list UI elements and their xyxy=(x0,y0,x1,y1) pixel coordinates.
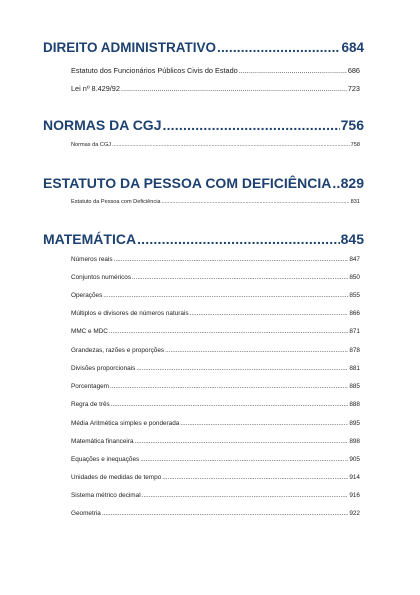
dot-leader xyxy=(162,474,348,481)
section-page-number: 845 xyxy=(340,231,364,247)
entry-title: Matemática financeira xyxy=(71,438,134,445)
toc-entry[interactable] xyxy=(71,199,360,205)
toc-section-heading[interactable] xyxy=(43,40,364,55)
entry-page-number: 866 xyxy=(349,310,360,317)
entry-title: Geometria xyxy=(71,510,101,517)
entry-page-number: 888 xyxy=(349,401,360,408)
dot-leader xyxy=(142,492,349,499)
entry-title: Equações e inequações xyxy=(71,456,140,463)
toc-entry[interactable] xyxy=(71,438,360,445)
toc-entry[interactable] xyxy=(71,310,360,317)
entry-page-number: 922 xyxy=(349,510,360,517)
dot-leader xyxy=(162,199,350,205)
entry-page-number: 916 xyxy=(349,492,360,499)
entry-title: Números reais xyxy=(71,256,113,263)
entry-title: Regra de três xyxy=(71,401,110,408)
dot-leader xyxy=(163,117,340,133)
entry-page-number: 758 xyxy=(350,142,360,148)
dot-leader xyxy=(102,510,348,517)
toc-entry[interactable] xyxy=(71,142,360,148)
entry-page-number: 855 xyxy=(349,292,360,299)
toc-entry[interactable] xyxy=(71,256,360,263)
section-title: NORMAS DA CGJ xyxy=(43,117,162,133)
toc-entry[interactable] xyxy=(71,401,360,408)
toc-entry[interactable] xyxy=(71,492,360,499)
entry-title: Estatuto dos Funcionários Públicos Civis do Estado xyxy=(71,66,238,75)
toc-section-heading[interactable] xyxy=(43,231,364,247)
dot-leader xyxy=(332,175,339,191)
dot-leader xyxy=(103,292,348,299)
dot-leader xyxy=(239,66,347,75)
dot-leader xyxy=(112,142,350,148)
entry-title: Divisões proporcionais xyxy=(71,365,136,372)
section-page-number: 756 xyxy=(340,117,364,133)
entry-page-number: 881 xyxy=(349,365,360,372)
entry-page-number: 850 xyxy=(349,274,360,281)
entry-page-number: 878 xyxy=(349,347,360,354)
entry-title: Operações xyxy=(71,292,103,299)
toc-entry[interactable] xyxy=(71,328,360,335)
toc-entry[interactable] xyxy=(71,456,360,463)
entry-page-number: 723 xyxy=(347,84,360,93)
entry-page-number: 871 xyxy=(349,328,360,335)
entry-title: Unidades de medidas de tempo xyxy=(71,474,162,481)
section-page-number: 829 xyxy=(340,175,364,191)
section-title: DIREITO ADMINISTRATIVO xyxy=(43,40,217,55)
toc-section-heading[interactable] xyxy=(43,117,364,133)
dot-leader xyxy=(140,456,348,463)
dot-leader xyxy=(121,84,347,93)
dot-leader xyxy=(132,274,348,281)
entry-title: Sistema métrico decimal xyxy=(71,492,141,499)
dot-leader xyxy=(110,383,348,390)
entry-title: MMC e MDC xyxy=(71,328,108,335)
toc-entry[interactable] xyxy=(71,383,360,390)
entry-page-number: 914 xyxy=(349,474,360,481)
entry-title: Conjuntos numéricos xyxy=(71,274,132,281)
toc-entry[interactable] xyxy=(71,347,360,354)
dot-leader xyxy=(165,347,348,354)
entry-page-number: 686 xyxy=(347,66,360,75)
dot-leader xyxy=(137,231,340,247)
entry-page-number: 847 xyxy=(349,256,360,263)
entry-title: Porcentagem xyxy=(71,383,110,390)
section-title: ESTATUTO DA PESSOA COM DEFICIÊNCIA xyxy=(43,175,332,191)
toc-entry[interactable] xyxy=(71,510,360,517)
dot-leader xyxy=(111,401,349,408)
toc-entry[interactable] xyxy=(71,84,360,93)
toc-entry[interactable] xyxy=(71,66,360,75)
section-page-number: 684 xyxy=(341,40,364,55)
toc-entry[interactable] xyxy=(71,292,360,299)
entry-title: Múltiplos e divisores de números naturais xyxy=(71,310,189,317)
section-title: MATEMÁTICA xyxy=(43,231,137,247)
entry-title: Estatuto da Pessoa com Deficiência xyxy=(71,199,161,205)
entry-page-number: 831 xyxy=(350,199,360,205)
dot-leader xyxy=(135,438,349,445)
entry-title: Grandezas, razões e proporções xyxy=(71,347,165,354)
entry-page-number: 885 xyxy=(349,383,360,390)
entry-page-number: 905 xyxy=(349,456,360,463)
dot-leader xyxy=(114,256,349,263)
toc-entry[interactable] xyxy=(71,420,360,427)
toc-entry[interactable] xyxy=(71,365,360,372)
entry-page-number: 898 xyxy=(349,438,360,445)
entry-title: Média Aritmética simples e ponderada xyxy=(71,420,180,427)
entry-title: Normas da CGJ xyxy=(71,142,112,148)
dot-leader xyxy=(180,420,348,427)
entry-page-number: 895 xyxy=(349,420,360,427)
toc-section-heading[interactable] xyxy=(43,175,364,191)
dot-leader xyxy=(136,365,348,372)
toc-entry[interactable] xyxy=(71,474,360,481)
dot-leader xyxy=(109,328,348,335)
entry-title: Lei nº 8.429/92 xyxy=(71,84,120,93)
dot-leader xyxy=(217,40,340,55)
dot-leader xyxy=(190,310,349,317)
toc-entry[interactable] xyxy=(71,274,360,281)
